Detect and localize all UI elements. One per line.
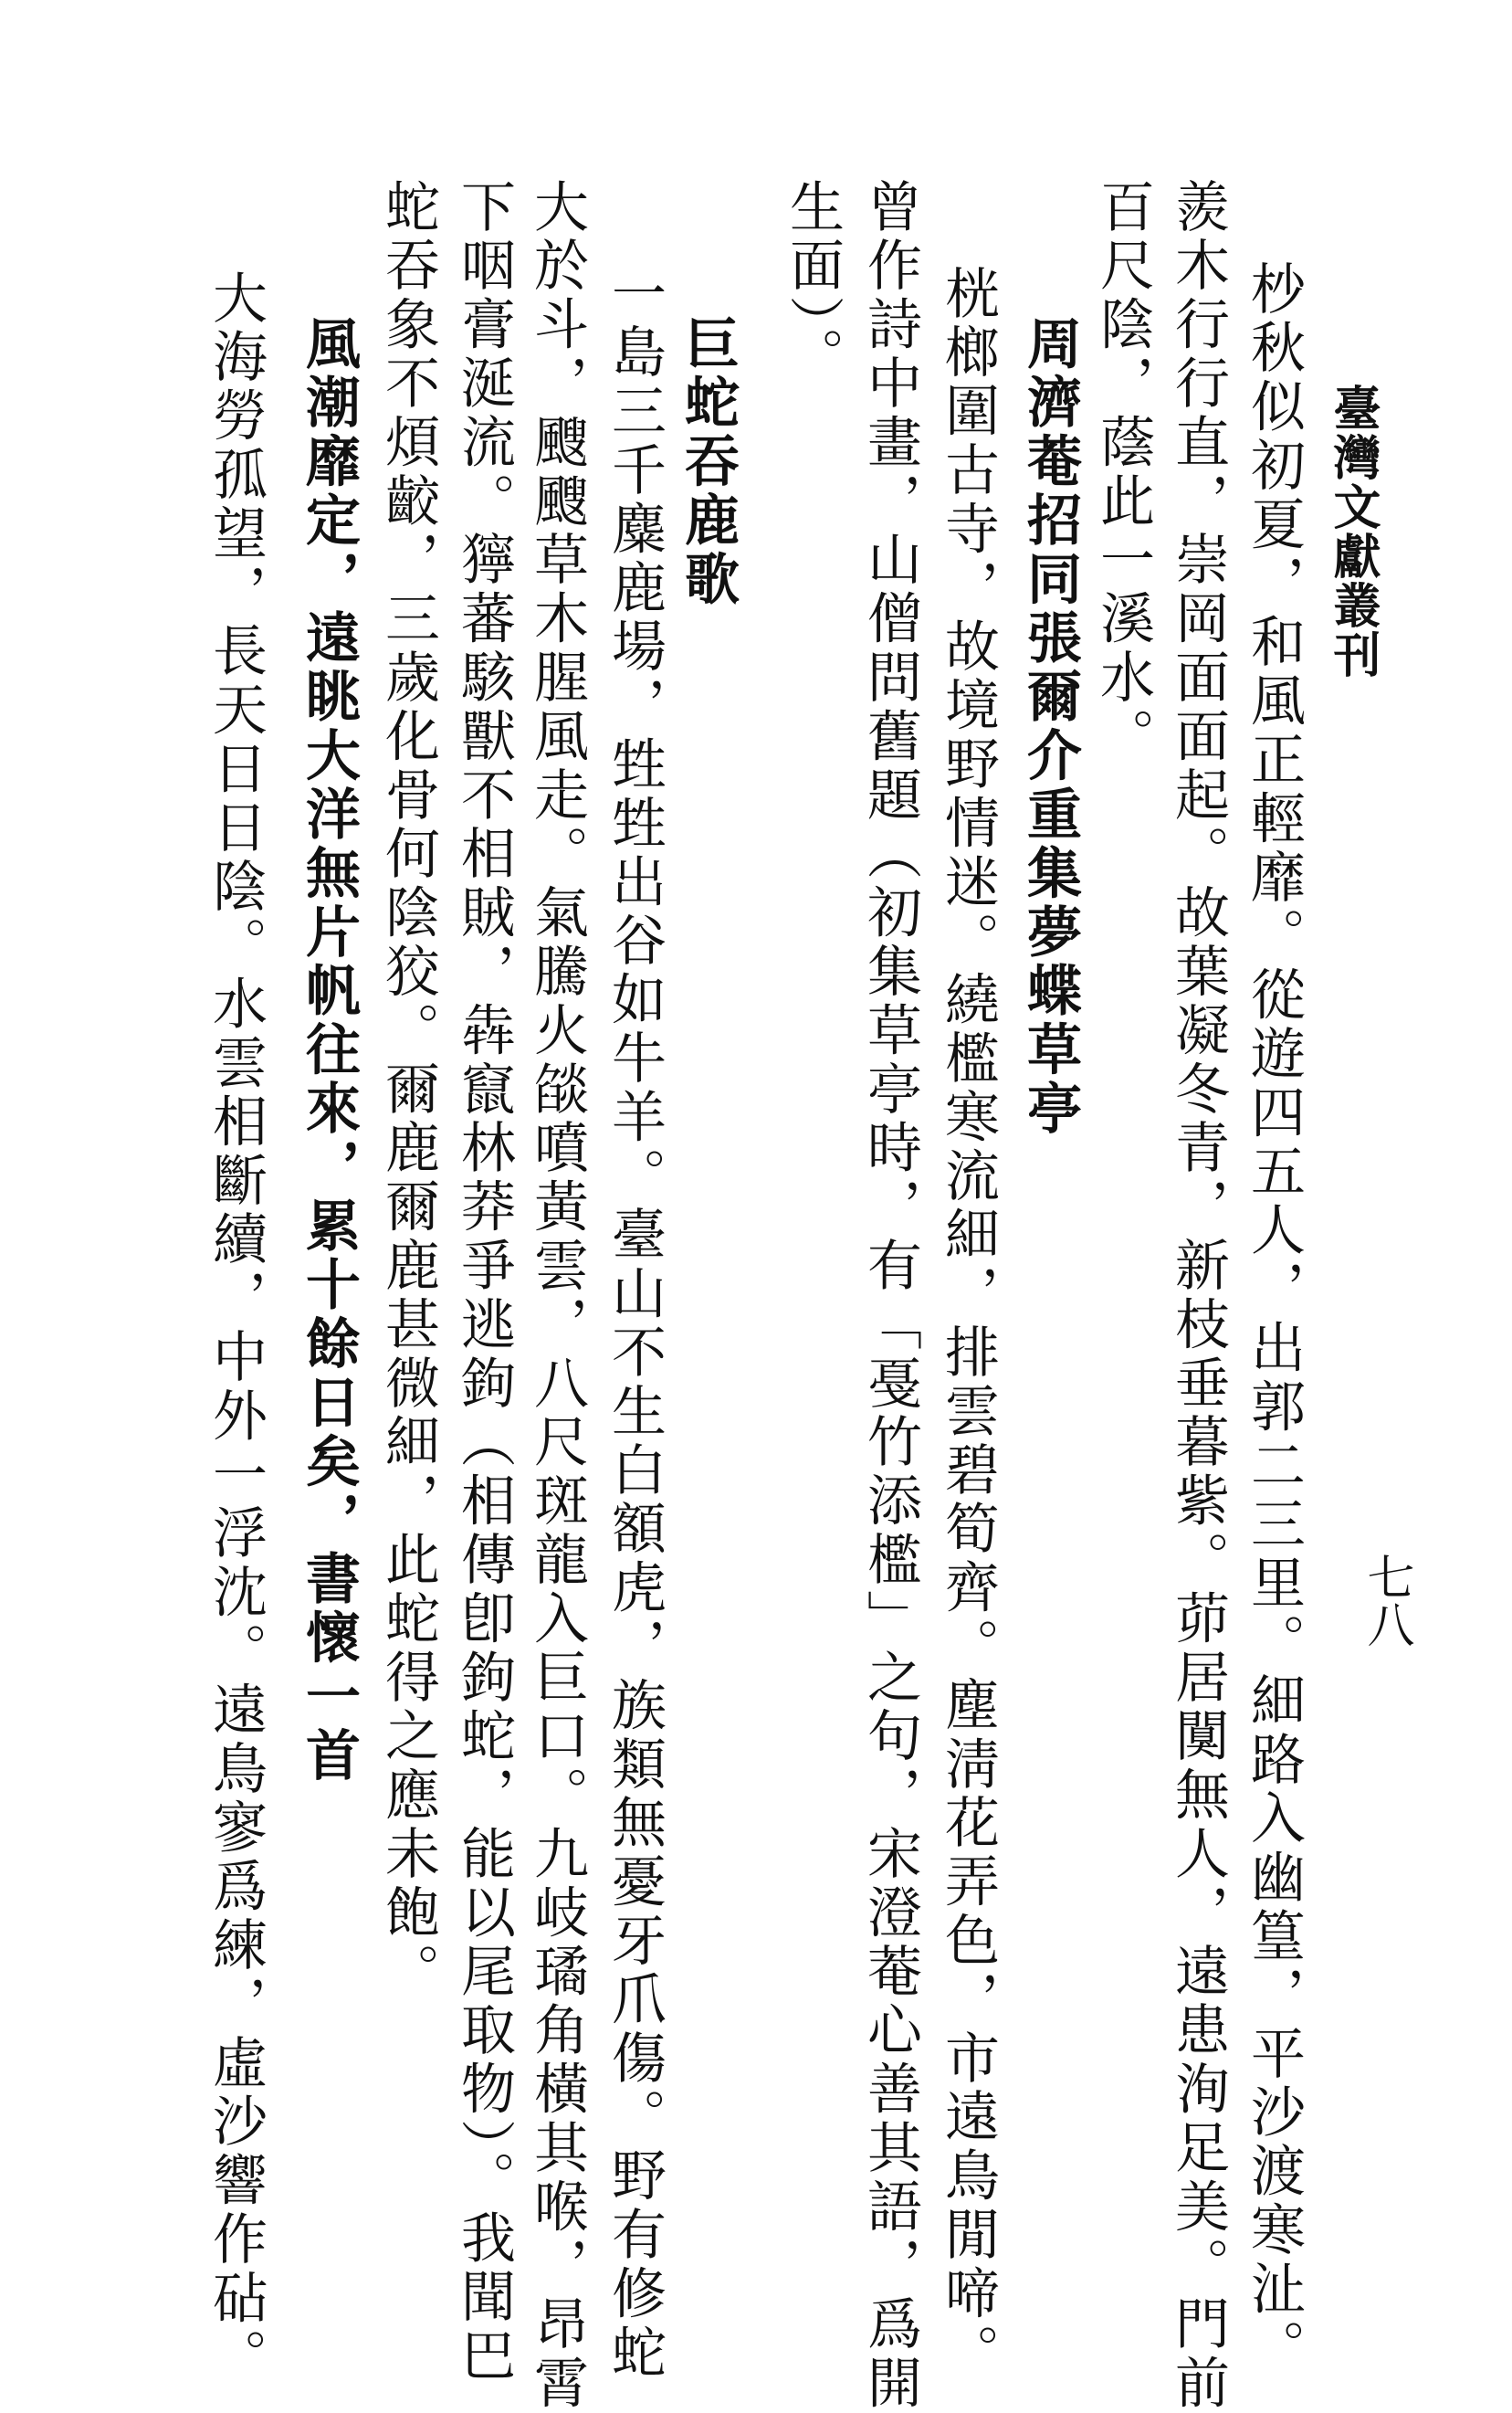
poem-line: 蛇吞象不煩齩，三歲化骨何陰狡。爾鹿爾鹿甚微細，此蛇得之應未飽。 [376,178,440,2002]
header-title: 臺灣文獻叢刊 [1325,384,1381,680]
poem-line: 生面）。 [781,178,845,386]
page-number: 七八 [1359,1553,1413,1648]
poem-line: 大於斗，颼颼草木腥風走。氣騰火燄噴黃雲，八尺斑龍入巨口。九岐璚角橫其喉，昂霄 [525,178,589,2413]
poem-line: 杪秋似初夏，和風正輕靡。從遊四五人，出郭二三里。細路入幽篁，平沙渡寒沚。 [1242,260,1306,2378]
poem-title: 周濟菴招同張爾介重集夢蝶草亭 [1018,315,1082,1139]
poem-line: 桄榔圍古寺，故境野情迷。繞檻寒流細，排雲碧筍齊。塵淸花弄色，市遠鳥閒啼。 [936,265,1000,2383]
poem-title: 風潮靡定，遠眺大洋無片帆往來，累十餘日矣，書懷一首 [297,315,361,1786]
poem-line: 下咽膏涎流。獰蕃駭獸不相賊，犇竄林莽爭逃鉤（相傳卽鉤蛇，能以尾取物）。我聞巴 [452,178,516,2387]
poem-line: 曾作詩中畫，山僧問舊題（初集草亭時，有「戞竹添檻」之句，宋澄菴心善其語，爲開 [858,178,922,2413]
poem-line: 大海勞孤望，長天日日陰。水雲相斷續，中外一浮沈。遠鳥寥爲練，虛沙響作砧。 [204,269,268,2387]
poem-title: 巨蛇吞鹿歌 [676,315,740,609]
poem-line: 百尺陰，蔭此一溪水。 [1091,178,1155,766]
poem-line: 一島三千麋鹿場，甡甡出谷如牛羊。臺山不生白額虎，族類無憂牙爪傷。野有修蛇 [603,265,667,2383]
poem-line: 羨木行行直，崇岡面面起。故葉凝冬青，新枝垂暮紫。茆居闃無人，遠患洵足美。門前 [1166,178,1230,2413]
